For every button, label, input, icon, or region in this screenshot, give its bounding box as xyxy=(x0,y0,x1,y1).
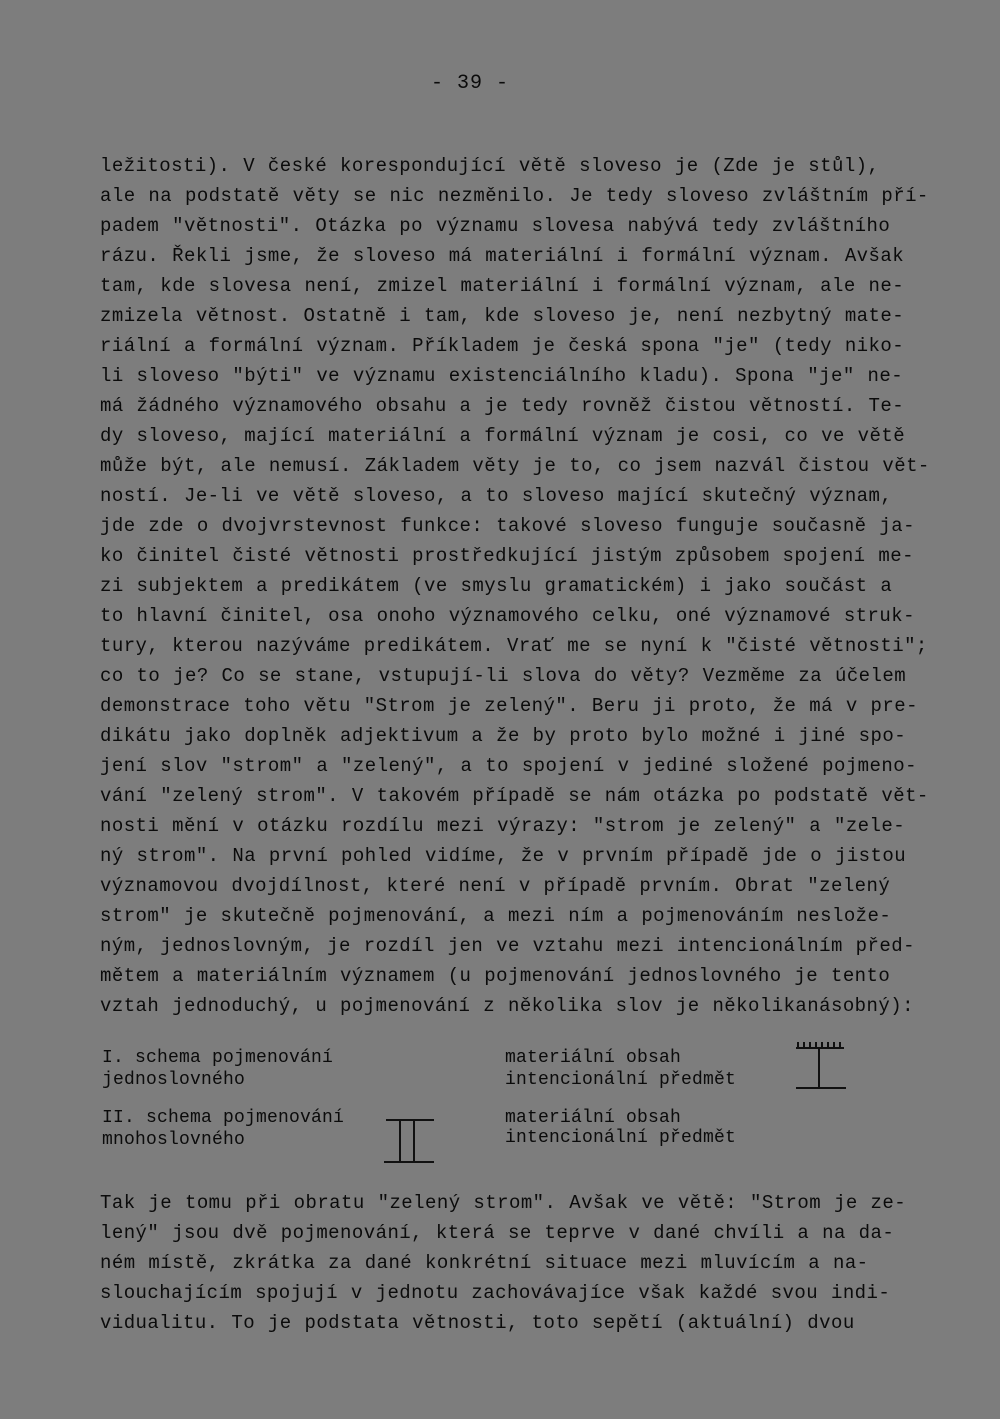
text-line: ležitosti). V české korespondující větě sloveso je (Zde je stůl), xyxy=(100,155,880,177)
page-number: - 39 - xyxy=(430,72,509,95)
text-line: ný strom". Na první pohled vidíme, že v prvním případě jde o jistou xyxy=(100,845,907,867)
text-line: ko činitel čisté větnosti prostředkující jistým způsobem spojení me- xyxy=(100,545,914,567)
text-line: ným, jednoslovným, je rozdíl jen ve vztahu mezi intencionálním před- xyxy=(100,935,915,957)
text-line: ale na podstatě věty se nic nezměnilo. Je tedy sloveso zvláštním pří- xyxy=(100,185,929,207)
text-line: má žádného významového obsahu a je tedy rovněž čistou větností. Te- xyxy=(100,395,905,417)
text-line: demonstrace toho větu "Strom je zelený". Beru ji proto, že má v pre- xyxy=(100,695,918,717)
text-line: jde zde o dvojvrstevnost funkce: takové sloveso funguje současně ja- xyxy=(100,515,915,537)
schema-one-label-cont: jednoslovného xyxy=(102,1070,246,1090)
text-line: ností. Je-li ve větě sloveso, a to sloveso mající skutečný význam, xyxy=(100,485,893,507)
text-line: rázu. Řekli jsme, že sloveso má materiální i formální význam. Avšak xyxy=(100,245,905,267)
schema-two-content: materiální obsah xyxy=(505,1108,682,1128)
schema-two-symbol-icon xyxy=(380,1110,440,1170)
schema-one-label: I. schema pojmenování xyxy=(102,1048,334,1068)
text-line: padem "větnosti". Otázka po významu slovesa nabývá tedy zvláštního xyxy=(100,215,891,237)
text-line: li sloveso "býti" ve významu existenciálního kladu). Spona "je" ne- xyxy=(100,365,904,387)
text-line: významovou dvojdílnost, které není v případě prvním. Obrat "zelený xyxy=(100,875,891,897)
schema-two-label: II. schema pojmenování xyxy=(102,1108,345,1128)
text-line: vidualitu. To je podstata větnosti, toto sepětí (aktuální) dvou xyxy=(100,1312,855,1334)
text-line: ném místě, zkrátka za dané konkrétní situace mezi mluvícím a na- xyxy=(100,1252,869,1274)
text-line: může být, ale nemusí. Základem věty je to, co jsem nazvál čistou vět- xyxy=(100,455,930,477)
text-line: Tak je tomu při obratu "zelený strom". Avšak ve větě: "Strom je ze- xyxy=(100,1192,907,1214)
text-line: nosti mění v otázku rozdílu mezi výrazy: "strom je zelený" a "zele- xyxy=(100,815,906,837)
schema-one-symbol-icon xyxy=(790,1040,850,1095)
text-line: co to je? Co se stane, vstupují-li slova do věty? Vezměme za účelem xyxy=(100,665,907,687)
text-line: riální a formální význam. Příkladem je česká spona "je" (tedy niko- xyxy=(100,335,905,357)
text-line: zmizela větnost. Ostatně i tam, kde sloveso je, není nezbytný mate- xyxy=(100,305,905,327)
schema-two-label-cont: mnohoslovného xyxy=(102,1130,246,1150)
text-line: lený" jsou dvě pojmenování, která se teprve v dané chvíli a na da- xyxy=(100,1222,895,1244)
text-line: slouchajícím spojují v jednotu zachovávajíce však každé svou indi- xyxy=(100,1282,891,1304)
text-line: vání "zelený strom". V takovém případě se nám otázka po podstatě vět- xyxy=(100,785,929,807)
text-line: zi subjektem a predikátem (ve smyslu gramatickém) i jako součást a xyxy=(100,575,893,597)
text-line: vztah jednoduchý, u pojmenování z několika slov je několikanásobný): xyxy=(100,995,914,1017)
schema-one-content-cont: intencionální předmět xyxy=(505,1070,737,1090)
text-line: dy sloveso, mající materiální a formální význam je cosi, co ve větě xyxy=(100,425,906,447)
text-line: tam, kde slovesa není, zmizel materiální i formální význam, ale ne- xyxy=(100,275,905,297)
text-line: tury, kterou nazýváme predikátem. Vrať me se nyní k "čisté větnosti"; xyxy=(100,635,928,657)
text-line: mětem a materiálním významem (u pojmenování jednoslovného je tento xyxy=(100,965,891,987)
text-line: dikátu jako doplněk adjektivum a že by proto bylo možné i jiné spo- xyxy=(100,725,907,747)
text-line: jení slov "strom" a "zelený", a to spojení v jediné složené pojmeno- xyxy=(100,755,917,777)
schema-one-content: materiální obsah xyxy=(505,1048,682,1068)
text-line: strom" je skutečně pojmenování, a mezi ním a pojmenováním neslože- xyxy=(100,905,892,927)
text-line: to hlavní činitel, osa onoho významového celku, oné významové struk- xyxy=(100,605,915,627)
schema-two-content-cont: intencionální předmět xyxy=(505,1128,737,1148)
